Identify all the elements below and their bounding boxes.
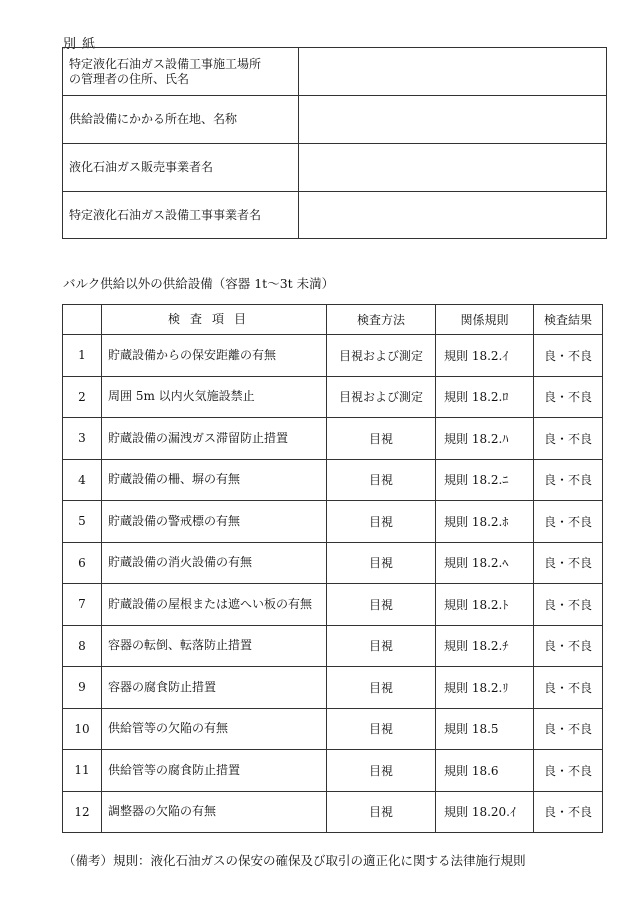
header-no [63,305,102,335]
info-value-field[interactable] [299,48,607,96]
inspection-result[interactable]: 良・不良 [534,750,603,792]
inspection-item: 貯蔵設備の消火設備の有無 [102,542,327,584]
info-label: 特定液化石油ガス設備工事事業者名 [63,192,299,239]
related-rule: 規則 18.20.ｲ [436,791,534,833]
inspection-result[interactable]: 良・不良 [534,335,603,377]
row-number: 1 [63,335,102,377]
related-rule: 規則 18.2.ﾍ [436,542,534,584]
table-row [63,750,603,792]
inspection-item: 供給管等の腐食防止措置 [102,750,327,792]
table-row [63,418,603,460]
row-number: 5 [63,501,102,543]
inspection-result[interactable]: 良・不良 [534,418,603,460]
inspection-method: 目視 [327,750,436,792]
inspection-result[interactable]: 良・不良 [534,501,603,543]
header-item: 検査項目 [102,305,327,335]
table-row [63,625,603,667]
header-result: 検査結果 [534,305,603,335]
table-row [63,542,603,584]
table-row [63,667,603,709]
info-value-field[interactable] [299,96,607,144]
inspection-method: 目視 [327,667,436,709]
row-number: 7 [63,584,102,626]
info-row [63,96,607,144]
inspection-item: 貯蔵設備の漏洩ガス滞留防止措置 [102,418,327,460]
header-method: 検査方法 [327,305,436,335]
table-row [63,584,603,626]
info-label: 液化石油ガス販売事業者名 [63,144,299,192]
info-row [63,48,607,96]
info-value-field[interactable] [299,144,607,192]
inspection-item: 容器の転倒、転落防止措置 [102,625,327,667]
row-number: 9 [63,667,102,709]
table-row [63,459,603,501]
row-number: 4 [63,459,102,501]
info-row [63,192,607,239]
inspection-method: 目視および測定 [327,376,436,418]
remarks-note: （備考）規則：液化石油ガスの保安の確保及び取引の適正化に関する法律施行規則 [63,853,526,868]
row-number: 8 [63,625,102,667]
inspection-method: 目視および測定 [327,335,436,377]
inspection-item: 貯蔵設備の警戒標の有無 [102,501,327,543]
attachment-label: 別紙 [63,37,102,52]
related-rule: 規則 18.2.ﾆ [436,459,534,501]
info-table [62,47,607,239]
row-number: 10 [63,708,102,750]
inspection-item: 貯蔵設備からの保安距離の有無 [102,335,327,377]
inspection-result[interactable]: 良・不良 [534,376,603,418]
related-rule: 規則 18.5 [436,708,534,750]
inspection-result[interactable]: 良・不良 [534,667,603,709]
info-label: 特定液化石油ガス設備工事施工場所 の管理者の住所、氏名 [63,48,299,96]
table-row [63,501,603,543]
row-number: 11 [63,750,102,792]
row-number: 6 [63,542,102,584]
inspection-result[interactable]: 良・不良 [534,584,603,626]
related-rule: 規則 18.2.ﾁ [436,625,534,667]
related-rule: 規則 18.2.ﾄ [436,584,534,626]
inspection-method: 目視 [327,542,436,584]
row-number: 12 [63,791,102,833]
row-number: 3 [63,418,102,460]
info-value-field[interactable] [299,192,607,239]
table-row [63,708,603,750]
inspection-method: 目視 [327,791,436,833]
related-rule: 規則 18.6 [436,750,534,792]
inspection-method: 目視 [327,501,436,543]
inspection-item: 容器の腐食防止措置 [102,667,327,709]
inspection-method: 目視 [327,418,436,460]
inspection-item: 周囲 5m 以内火気施設禁止 [102,376,327,418]
inspection-method: 目視 [327,625,436,667]
table-row [63,791,603,833]
inspection-result[interactable]: 良・不良 [534,791,603,833]
table-row [63,335,603,377]
inspection-table [62,304,603,833]
inspection-method: 目視 [327,459,436,501]
table-row [63,376,603,418]
inspection-method: 目視 [327,584,436,626]
inspection-result[interactable]: 良・不良 [534,542,603,584]
related-rule: 規則 18.2.ﾘ [436,667,534,709]
inspection-item: 貯蔵設備の柵、塀の有無 [102,459,327,501]
inspection-result[interactable]: 良・不良 [534,708,603,750]
inspection-item: 貯蔵設備の屋根または遮へい板の有無 [102,584,327,626]
inspection-item: 調整器の欠陥の有無 [102,791,327,833]
header-rule: 関係規則 [436,305,534,335]
related-rule: 規則 18.2.ﾛ [436,376,534,418]
row-number: 2 [63,376,102,418]
inspection-method: 目視 [327,708,436,750]
related-rule: 規則 18.2.ｲ [436,335,534,377]
related-rule: 規則 18.2.ﾎ [436,501,534,543]
info-label: 供給設備にかかる所在地、名称 [63,96,299,144]
inspection-result[interactable]: 良・不良 [534,625,603,667]
inspection-result[interactable]: 良・不良 [534,459,603,501]
related-rule: 規則 18.2.ﾊ [436,418,534,460]
section-title: バルク供給以外の供給設備（容器 1t～3t 未満） [63,276,335,291]
table-header-row [63,305,603,335]
inspection-item: 供給管等の欠陥の有無 [102,708,327,750]
info-row [63,144,607,192]
